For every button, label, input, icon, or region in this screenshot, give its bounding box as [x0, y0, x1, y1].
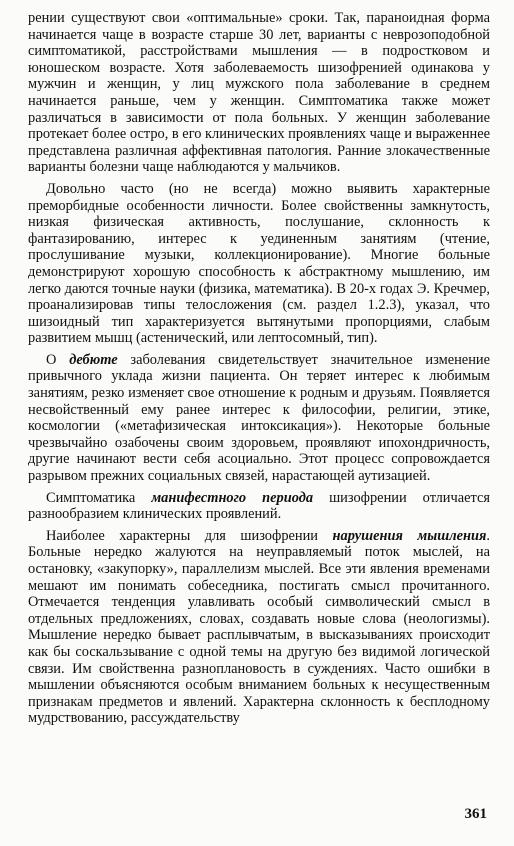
text-segment: шизофрении отличается разнообразием клинических проявлений. — [28, 489, 490, 523]
text-segment: Довольно часто (но не всегда) можно выявить характерные преморбидные особенности личности. Более свойственны замкнутость, низкая физическая активность, послушание, склонность к фантазированию, интерес к уединенным занятиям (чтение, прослушивание музыки, коллекционирование). Многие больные демонстрируют хорошую способность к абстрактному мышлению, им легко даются точные науки (физика, математика). В 20-х годах Э. Кречмер, проанализировав типы телосложения (см. раздел 1.2.3), указал, что шизоидный тип характеризуется вытянутыми пропорциями, слабым развитием мышц (астенический, или лептосомный, тип). — [28, 180, 490, 347]
paragraph — [28, 181, 490, 347]
emphasized-term: нарушения мышления — [332, 527, 487, 544]
paragraph — [28, 10, 490, 176]
paragraph — [28, 352, 490, 485]
text-segment: О — [46, 351, 70, 368]
page-number: 361 — [464, 806, 487, 822]
text-segment: рении существуют свои «оптимальные» сроки. Так, параноидная форма начинается чаще в возрасте старше 30 лет, варианты с неврозоподобной симптоматикой, расстройствами мышления — в подростковом и юношеском возрасте. Хотя заболеваемость шизофренией одинакова у мужчин и женщин, у лиц мужского пола заболевание в среднем начинается раньше, чем у женщин. Симптоматика также может различаться в зависимости от пола больных. У женщин заболевание протекает более остро, в его клинических проявлениях чаще и выраженнее представлена различная аффективная патология. Ранние злокачественные варианты болезни чаще наблюдаются у мальчиков. — [28, 10, 490, 176]
emphasized-term: дебюте — [69, 351, 118, 368]
emphasized-term: манифестного периода — [151, 489, 314, 506]
paragraph — [28, 528, 490, 727]
text-segment: заболевания свидетельствует значительное изменение привычного уклада жизни пациента. Он теряет интерес к любимым занятиям, резко изменяет свое отношение к родным и друзьям. Появляется несвойственный ему ранее интерес к философии, религии, этике, космологии («метафизическая интоксикация»). Некоторые больные чрезвычайно озабочены своим здоровьем, проявляют ипохондричность, другие начинают вести себя асоциально. Этот процесс сопровождается разрывом прежних социальных связей, нарастающей аутизацией. — [28, 351, 490, 485]
text-segment: Симптоматика — [46, 489, 152, 506]
text-segment: . Больные нередко жалуются на неуправляемый поток мыслей, на остановку, «закупорку», параллелизм мыслей. Все эти явления временами мешают им понимать собеседника, постигать смысл прочитанного. Отмечается тенденция улавливать особый символический смысл в отдельных предложениях, словах, создавать новые слова (неологизмы). Мышление нередко бывает расплывчатым, в высказываниях происходит как бы соскальзывание с одной темы на другую без видимой логической связи. Им свойственна разноплановость в суждениях. Часто ошибки в мышлении объясняются особым вниманием больных к несущественным признакам предметов и явлений. Характерна склонность к бесплодному мудрствованию, рассуждательству — [28, 527, 490, 727]
paragraph — [28, 490, 490, 523]
body-text — [28, 10, 490, 727]
text-segment: Наиболее характерны для шизофрении — [46, 527, 333, 544]
